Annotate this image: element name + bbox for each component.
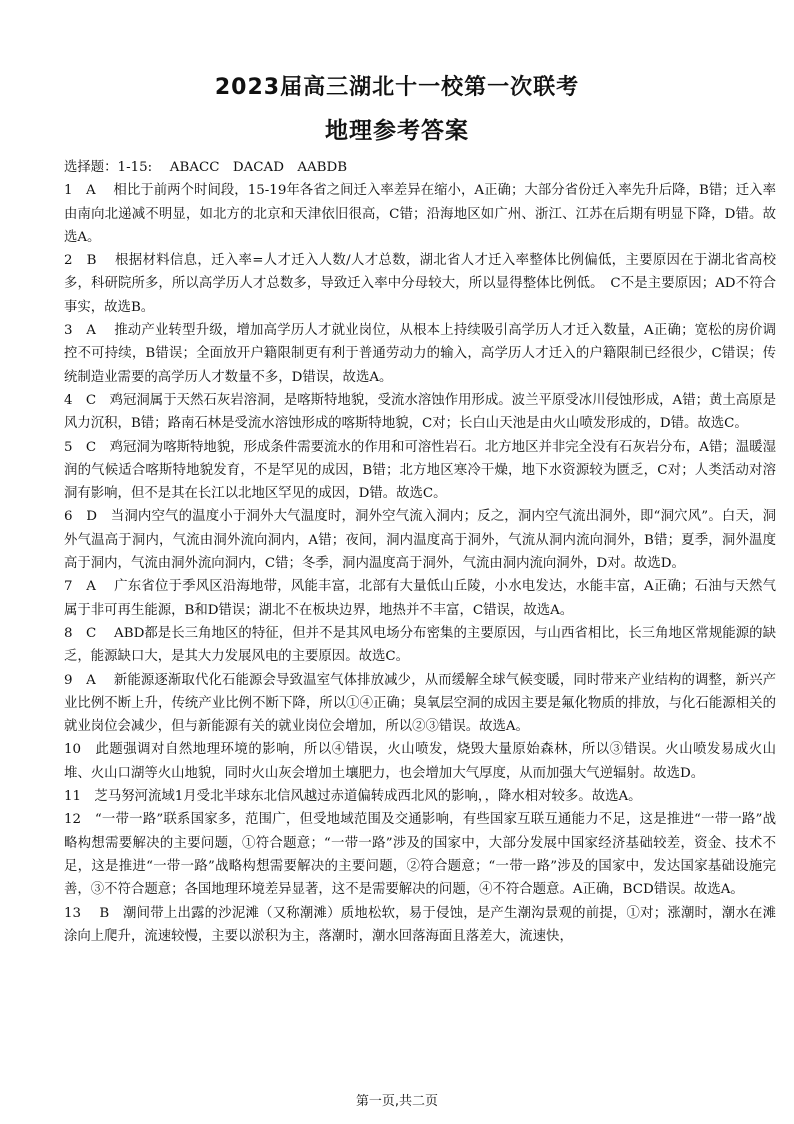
answer-item-5: 5 C 鸡冠洞为喀斯特地貌，形成条件需要流水的作用和可溶性岩石。北方地区并非完全没有石灰岩分布，A错；温暖湿润的气候适合喀斯特地貌发育，不是罕见的成因，B错；北方地区寒冷干燥，地下水资源较为匮乏，C对；人类活动对溶洞有影响，但不是其在长江以北地区罕见的成因，D错。故选C。: [64, 439, 776, 502]
answer-item-7: 7 A 广东省位于季风区沿海地带，风能丰富，北部有大量低山丘陵，小水电发达，水能丰富，A正确；石油与天然气属于非可再生能源，B和D错误；湖北不在板块边界，地热并不丰富，C错误，故选A。: [64, 579, 776, 618]
answer-content: [64, 156, 776, 948]
answer-item-6: 6 D 当洞内空气的温度小于洞外大气温度时，洞外空气流入洞内；反之，洞内空气流出洞外，即“洞穴风”。白天，洞外气温高于洞内，气流由洞外流向洞内，A错；夜间，洞内温度高于洞外，气流从洞内流向洞外，B错；夏季，洞外温度高于洞内，气流由洞外流向洞内，C错；冬季，洞内温度高于洞外，气流由洞内流向洞外，D对。故选D。: [64, 509, 776, 572]
answer-item-13: 13 B 潮间带上出露的沙泥滩（又称潮滩）质地松软，易于侵蚀，是产生潮沟景观的前提，①对；涨潮时，潮水在滩涂向上爬升，流速较慢，主要以淤积为主，落潮时，潮水回落海面且落差大，流速快，: [64, 905, 776, 944]
answer-item-2: 2 B 根据材料信息，迁入率=人才迁入人数/人才总数，湖北省人才迁入率整体比例偏低，主要原因在于湖北省高校多，科研院所多，所以高学历人才总数多，导致迁入率中分母较大，所以显得整体比例低。 C不是主要原因；AD不符合事实，故选B。: [64, 253, 776, 315]
answer-item-1: 1 A 相比于前两个时间段，15-19年各省之间迁入率差异在缩小，A正确；大部分省份迁入率先升后降，B错；迁入率由南向北递减不明显，如北方的北京和天津依旧很高，C错；沿海地区如广州、浙江、江苏在后期有明显下降，D错。故选A。: [64, 183, 776, 245]
page-subtitle: 地理参考答案: [325, 118, 469, 144]
answer-item-10: 10 此题强调对自然地理环境的影响，所以④错误，火山喷发，烧毁大量原始森林，所以③错误。火山喷发易成火山堆、火山口湖等火山地貌，同时火山灰会增加土壤肥力，也会增加大气厚度，从而加强大气逆辐射。故选D。: [64, 742, 776, 781]
answer-item-4: 4 C 鸡冠洞属于天然石灰岩溶洞，是喀斯特地貌，受流水溶蚀作用形成。波兰平原受冰川侵蚀形成，A错；黄土高原是风力沉积，B错；路南石林是受流水溶蚀形成的喀斯特地貌，C对；长白山天池是由火山喷发形成的，D错。故选C。: [64, 392, 776, 432]
answer-item-11: 11 芝马努河流域1月受北半球东北信风越过赤道偏转成西北风的影响，，降水相对较多。故选A。: [64, 789, 642, 805]
page-number-footer: 第一页,共二页: [355, 1094, 439, 1109]
answer-item-12: 12 “一带一路”联系国家多，范围广，但受地域范围及交通影响，有些国家互联互通能力不足，这是推进“一带一路”战略构想需要解决的主要问题，①符合题意；“一带一路”涉及的国家中，大部分发展中国家经济基础较差，资金、技术不足，这是推进“一带一路”战略构想需要解决的主要问题，②符合题意；“一带一路”涉及的国家中，发达国家基础设施完善，③不符合题意；各国地理环境差异显著，这不是需要解决的问题，④不符合题意。A正确，BCD错误。故选A。: [64, 812, 776, 898]
choice-answer-summary: 选择题：1-15: ABACC DACAD AABDB: [64, 160, 348, 175]
answer-item-9: 9 A 新能源逐渐取代化石能源会导致温室气体排放减少，从而缓解全球气候变暖，同时带来产业结构的调整，新兴产业比例不断上升，传统产业比例不断下降，所以①④正确；臭氧层空洞的成因主要是氟化物质的排放，与化石能源相关的就业岗位会减少，但与新能源有关的就业岗位会增加，所以②③错误。故选A。: [64, 672, 776, 735]
answer-item-8: 8 C ABD都是长三角地区的特征，但并不是其风电场分布密集的主要原因，与山西省相比，长三角地区常规能源的缺乏，能源缺口大，是其大力发展风电的主要原因。故选C。: [64, 625, 776, 665]
page-title: 2023届高三湖北十一校第一次联考: [214, 75, 580, 100]
answer-item-3: 3 A 推动产业转型升级，增加高学历人才就业岗位，从根本上持续吸引高学历人才迁入数量，A正确；宽松的房价调控不可持续，B错误；全面放开户籍限制更有利于普通劳动力的输入，高学历人才迁入的户籍限制已经很少，C错误；传统制造业需要的高学历人才数量不多，D错误，故选A。: [64, 323, 776, 385]
